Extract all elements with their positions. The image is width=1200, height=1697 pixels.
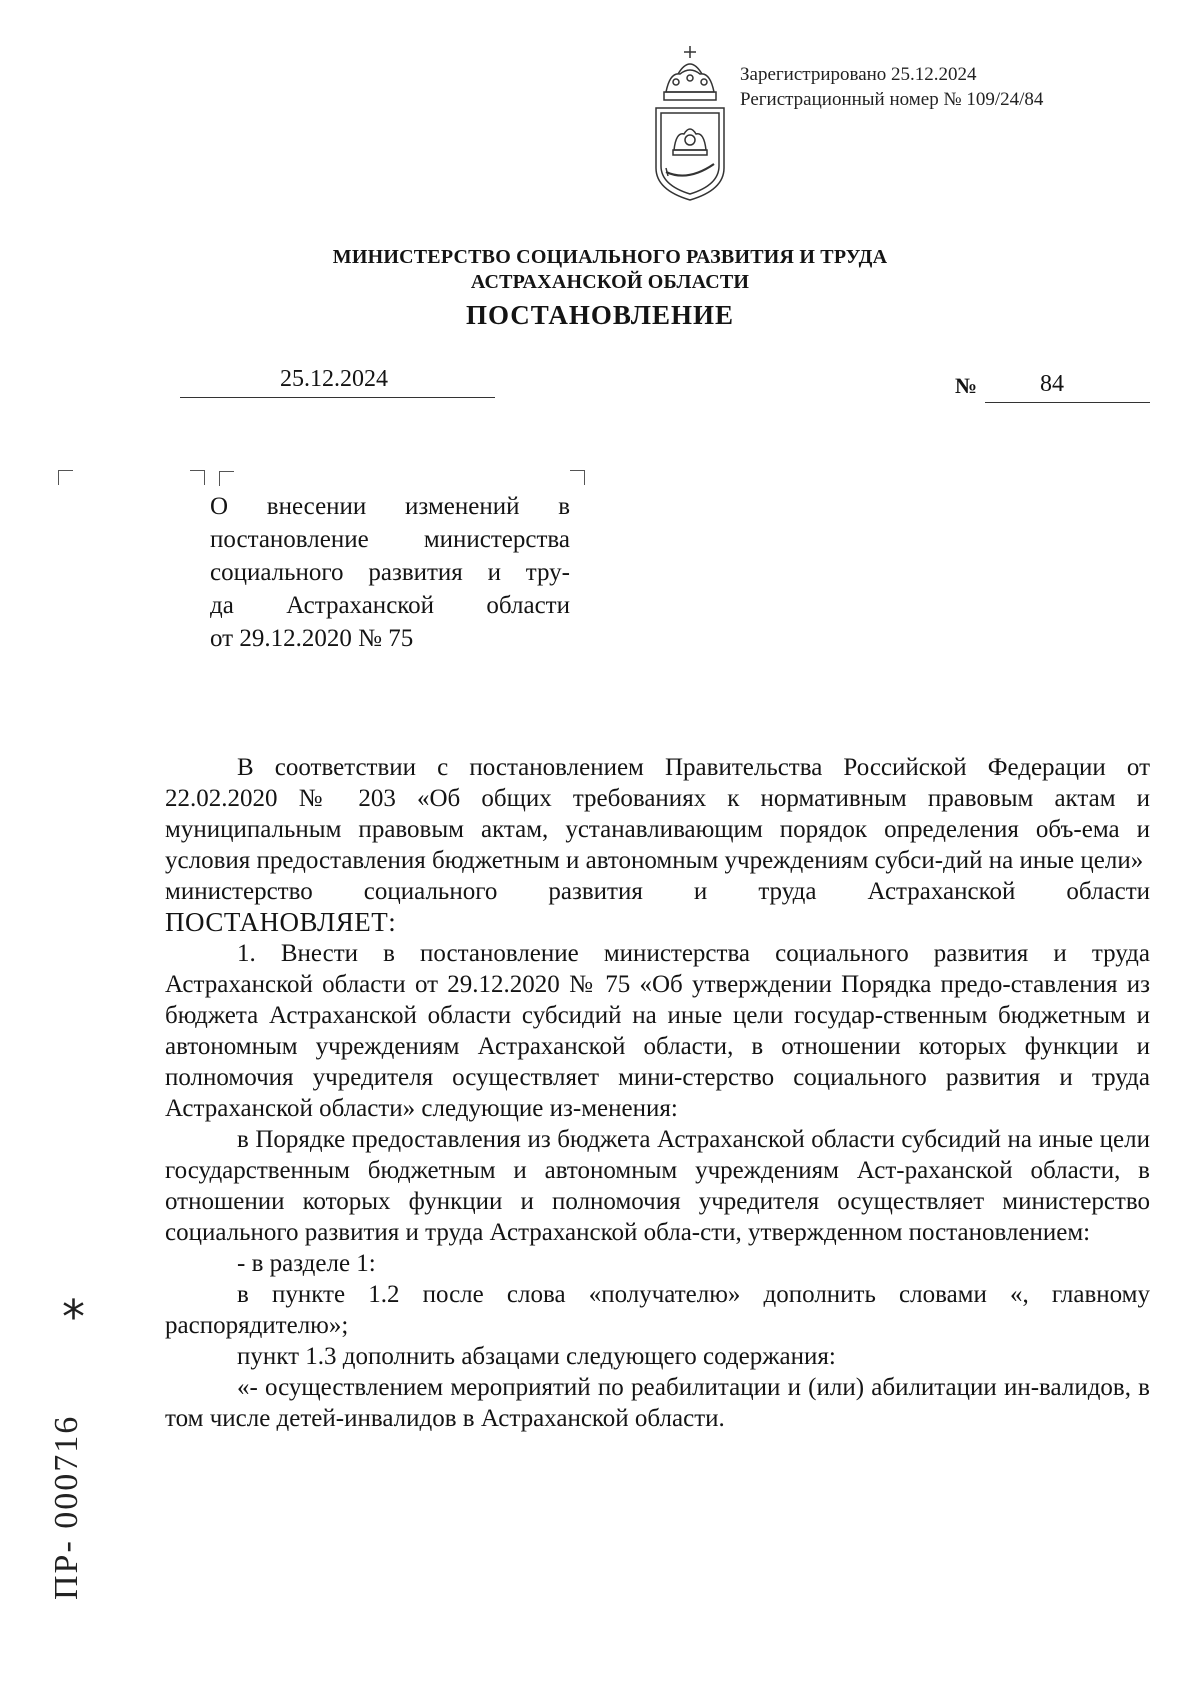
title-line: от 29.12.2020 № 75 [210, 625, 414, 652]
document-body [165, 752, 1150, 1434]
document-type: ПОСТАНОВЛЕНИЕ [465, 300, 735, 330]
margin-asterisk: * [62, 1290, 85, 1344]
title-line: социального развития и тру- [210, 559, 570, 586]
registration-stamp [740, 62, 1043, 112]
body-paragraph: 1. Внести в постановление министерства социального развития и труда Астраханской области от 29.12.2020 № 75 «Об утверждении Порядка предо-ставления из бюджета Астраханской области субсидий на иные цели государ-ственным бюджетным и автономным учреждениям Астраханской области, в отношении которых функции и полномочия учредителя осуществляет мини-стерство социального развития и труда Астраханской области» следующие из-менения: [165, 940, 1150, 1122]
corner-mark [190, 470, 205, 485]
corner-mark [58, 470, 73, 485]
body-paragraph: «- осуществлением мероприятий по реабилитации и (или) абилитации ин-валидов, в том числе детей-инвалидов в Астраханской области. [165, 1374, 1150, 1432]
decree-word: ПОСТАНОВЛЯЕТ: [165, 907, 397, 937]
title-line: О внесении изменений в [210, 493, 570, 520]
document-date: 25.12.2024 [280, 366, 388, 392]
document-code: ПР- 000716 [48, 1414, 85, 1600]
body-paragraph: в пункте 1.2 после слова «получателю» дополнить словами «, главному распорядителю»; [165, 1281, 1150, 1339]
number-sign: № [955, 373, 978, 398]
registration-number: Регистрационный номер № 109/24/84 [740, 89, 1044, 110]
coat-of-arms-icon [648, 44, 732, 204]
corner-mark [570, 470, 585, 485]
title-line: постановление министерства [210, 526, 570, 553]
body-paragraph: министерство социального развития и труда Астраханской области [165, 878, 1150, 905]
number-underline [985, 402, 1150, 403]
body-paragraph: В соответствии с постановлением Правительства Российской Федерации от 22.02.2020 № 203 «Об общих требованиях к нормативным правовым актам и муниципальным правовым актам, устанавливающим порядок определения объ-ема и условия предоставления бюджетным и автономным учреждениям субси-дий на иные цели» [165, 754, 1150, 874]
ministry-name-line1: МИНИСТЕРСТВО СОЦИАЛЬНОГО РАЗВИТИЯ И ТРУДА [332, 246, 888, 268]
ministry-name-line2: АСТРАХАНСКОЙ ОБЛАСТИ [470, 271, 750, 293]
document-number: 84 [1040, 371, 1064, 397]
registration-date: Зарегистрировано 25.12.2024 [740, 64, 977, 85]
corner-mark [219, 471, 234, 486]
title-line: да Астраханской области [210, 592, 570, 619]
body-paragraph: - в разделе 1: [237, 1250, 376, 1277]
document-title [210, 490, 570, 655]
body-paragraph: в Порядке предоставления из бюджета Астраханской области субсидий на иные цели государственным бюджетным и автономным учреждениям Аст-раханской области, в отношении которых функции и полномочия учредителя осуществляет министерство социального развития и труда Астраханской обла-сти, утвержденном постановлением: [165, 1126, 1150, 1246]
document-header [0, 245, 1200, 333]
body-paragraph: пункт 1.3 дополнить абзацами следующего содержания: [237, 1343, 836, 1370]
date-underline [180, 397, 495, 398]
